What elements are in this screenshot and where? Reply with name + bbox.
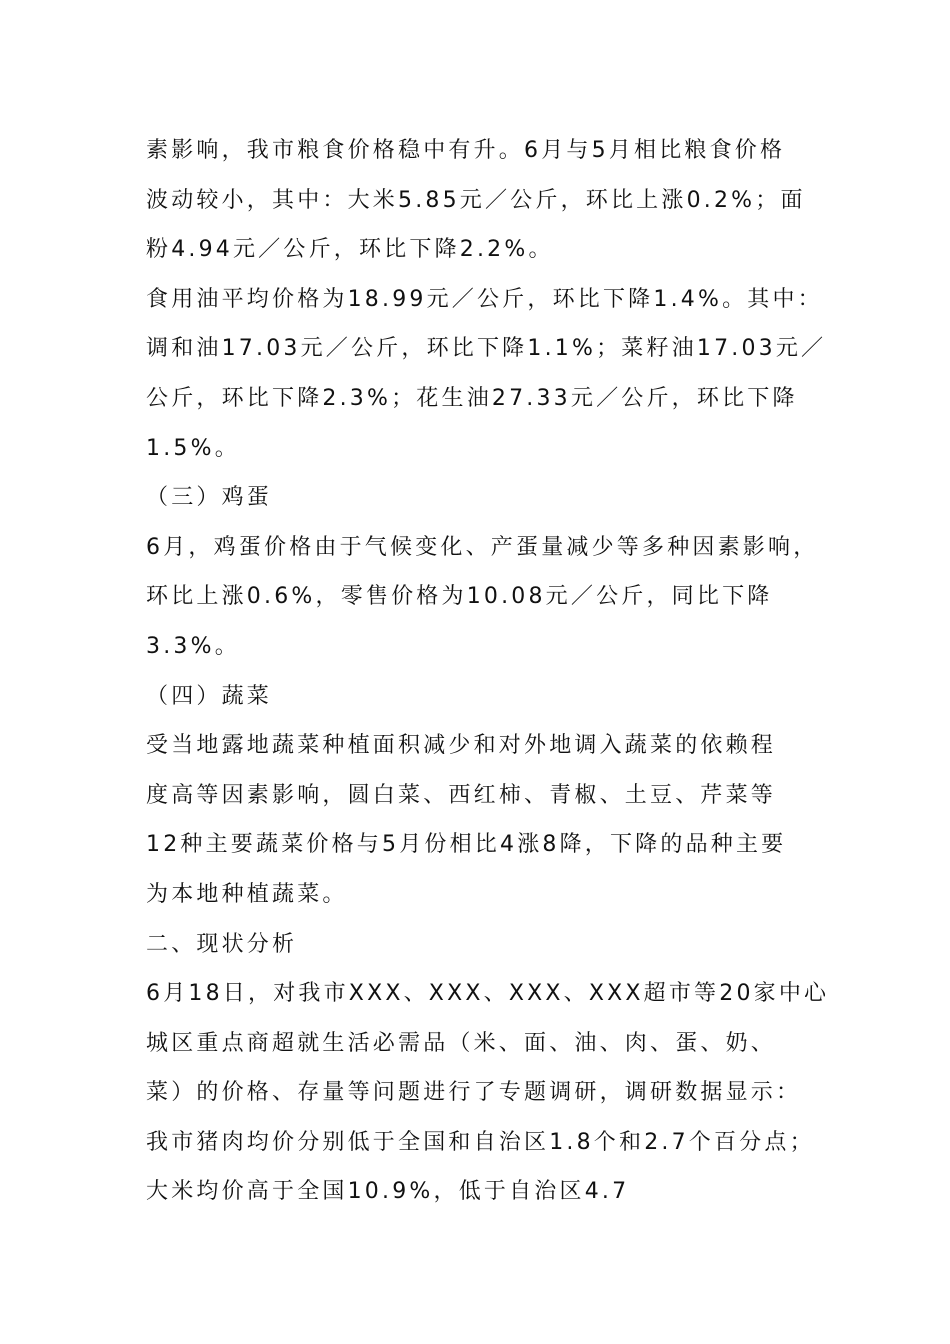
text-line: 3.3%。 xyxy=(146,633,240,659)
text-line: 环比上涨0.6%，零售价格为10.08元／公斤，同比下降 xyxy=(146,584,773,610)
text-line: 6月，鸡蛋价格由于气候变化、产蛋量减少等多种因素影响， xyxy=(146,534,819,560)
text-line: 公斤，环比下降2.3%；花生油27.33元／公斤，环比下降 xyxy=(146,385,798,411)
text-line: 1.5%。 xyxy=(146,435,240,461)
section-heading: 二、现状分析 xyxy=(146,931,298,957)
text-line: 12种主要蔬菜价格与5月份相比4涨8降，下降的品种主要 xyxy=(146,832,787,858)
text-line: 波动较小，其中：大米5.85元／公斤，环比上涨0.2%；面 xyxy=(146,187,806,213)
section-heading: （四）蔬菜 xyxy=(146,683,273,709)
text-line: 度高等因素影响，圆白菜、西红柿、青椒、土豆、芹菜等 xyxy=(146,782,777,808)
text-line: 受当地露地蔬菜种植面积减少和对外地调入蔬菜的依赖程 xyxy=(146,733,777,759)
text-line: 大米均价高于全国10.9%，低于自治区4.7 xyxy=(146,1179,630,1205)
text-line: 菜）的价格、存量等问题进行了专题调研，调研数据显示： xyxy=(146,1080,802,1106)
document-body xyxy=(146,126,830,1217)
text-line: 为本地种植蔬菜。 xyxy=(146,881,348,907)
text-line: 素影响，我市粮食价格稳中有升。6月与5月相比粮食价格 xyxy=(146,138,786,163)
text-line: 食用油平均价格为18.99元／公斤，环比下降1.4%。其中： xyxy=(146,286,823,312)
text-line: 粉4.94元／公斤，环比下降2.2%。 xyxy=(146,237,554,263)
text-line: 调和油17.03元／公斤，环比下降1.1%；菜籽油17.03元／ xyxy=(146,336,827,362)
text-line: 我市猪肉均价分别低于全国和自治区1.8个和2.7个百分点； xyxy=(146,1129,815,1155)
text-line: 城区重点商超就生活必需品（米、面、油、肉、蛋、奶、 xyxy=(146,1030,777,1056)
text-line: 6月18日，对我市XXX、XXX、XXX、XXX超市等20家中心 xyxy=(146,981,830,1007)
section-heading: （三）鸡蛋 xyxy=(146,485,273,511)
